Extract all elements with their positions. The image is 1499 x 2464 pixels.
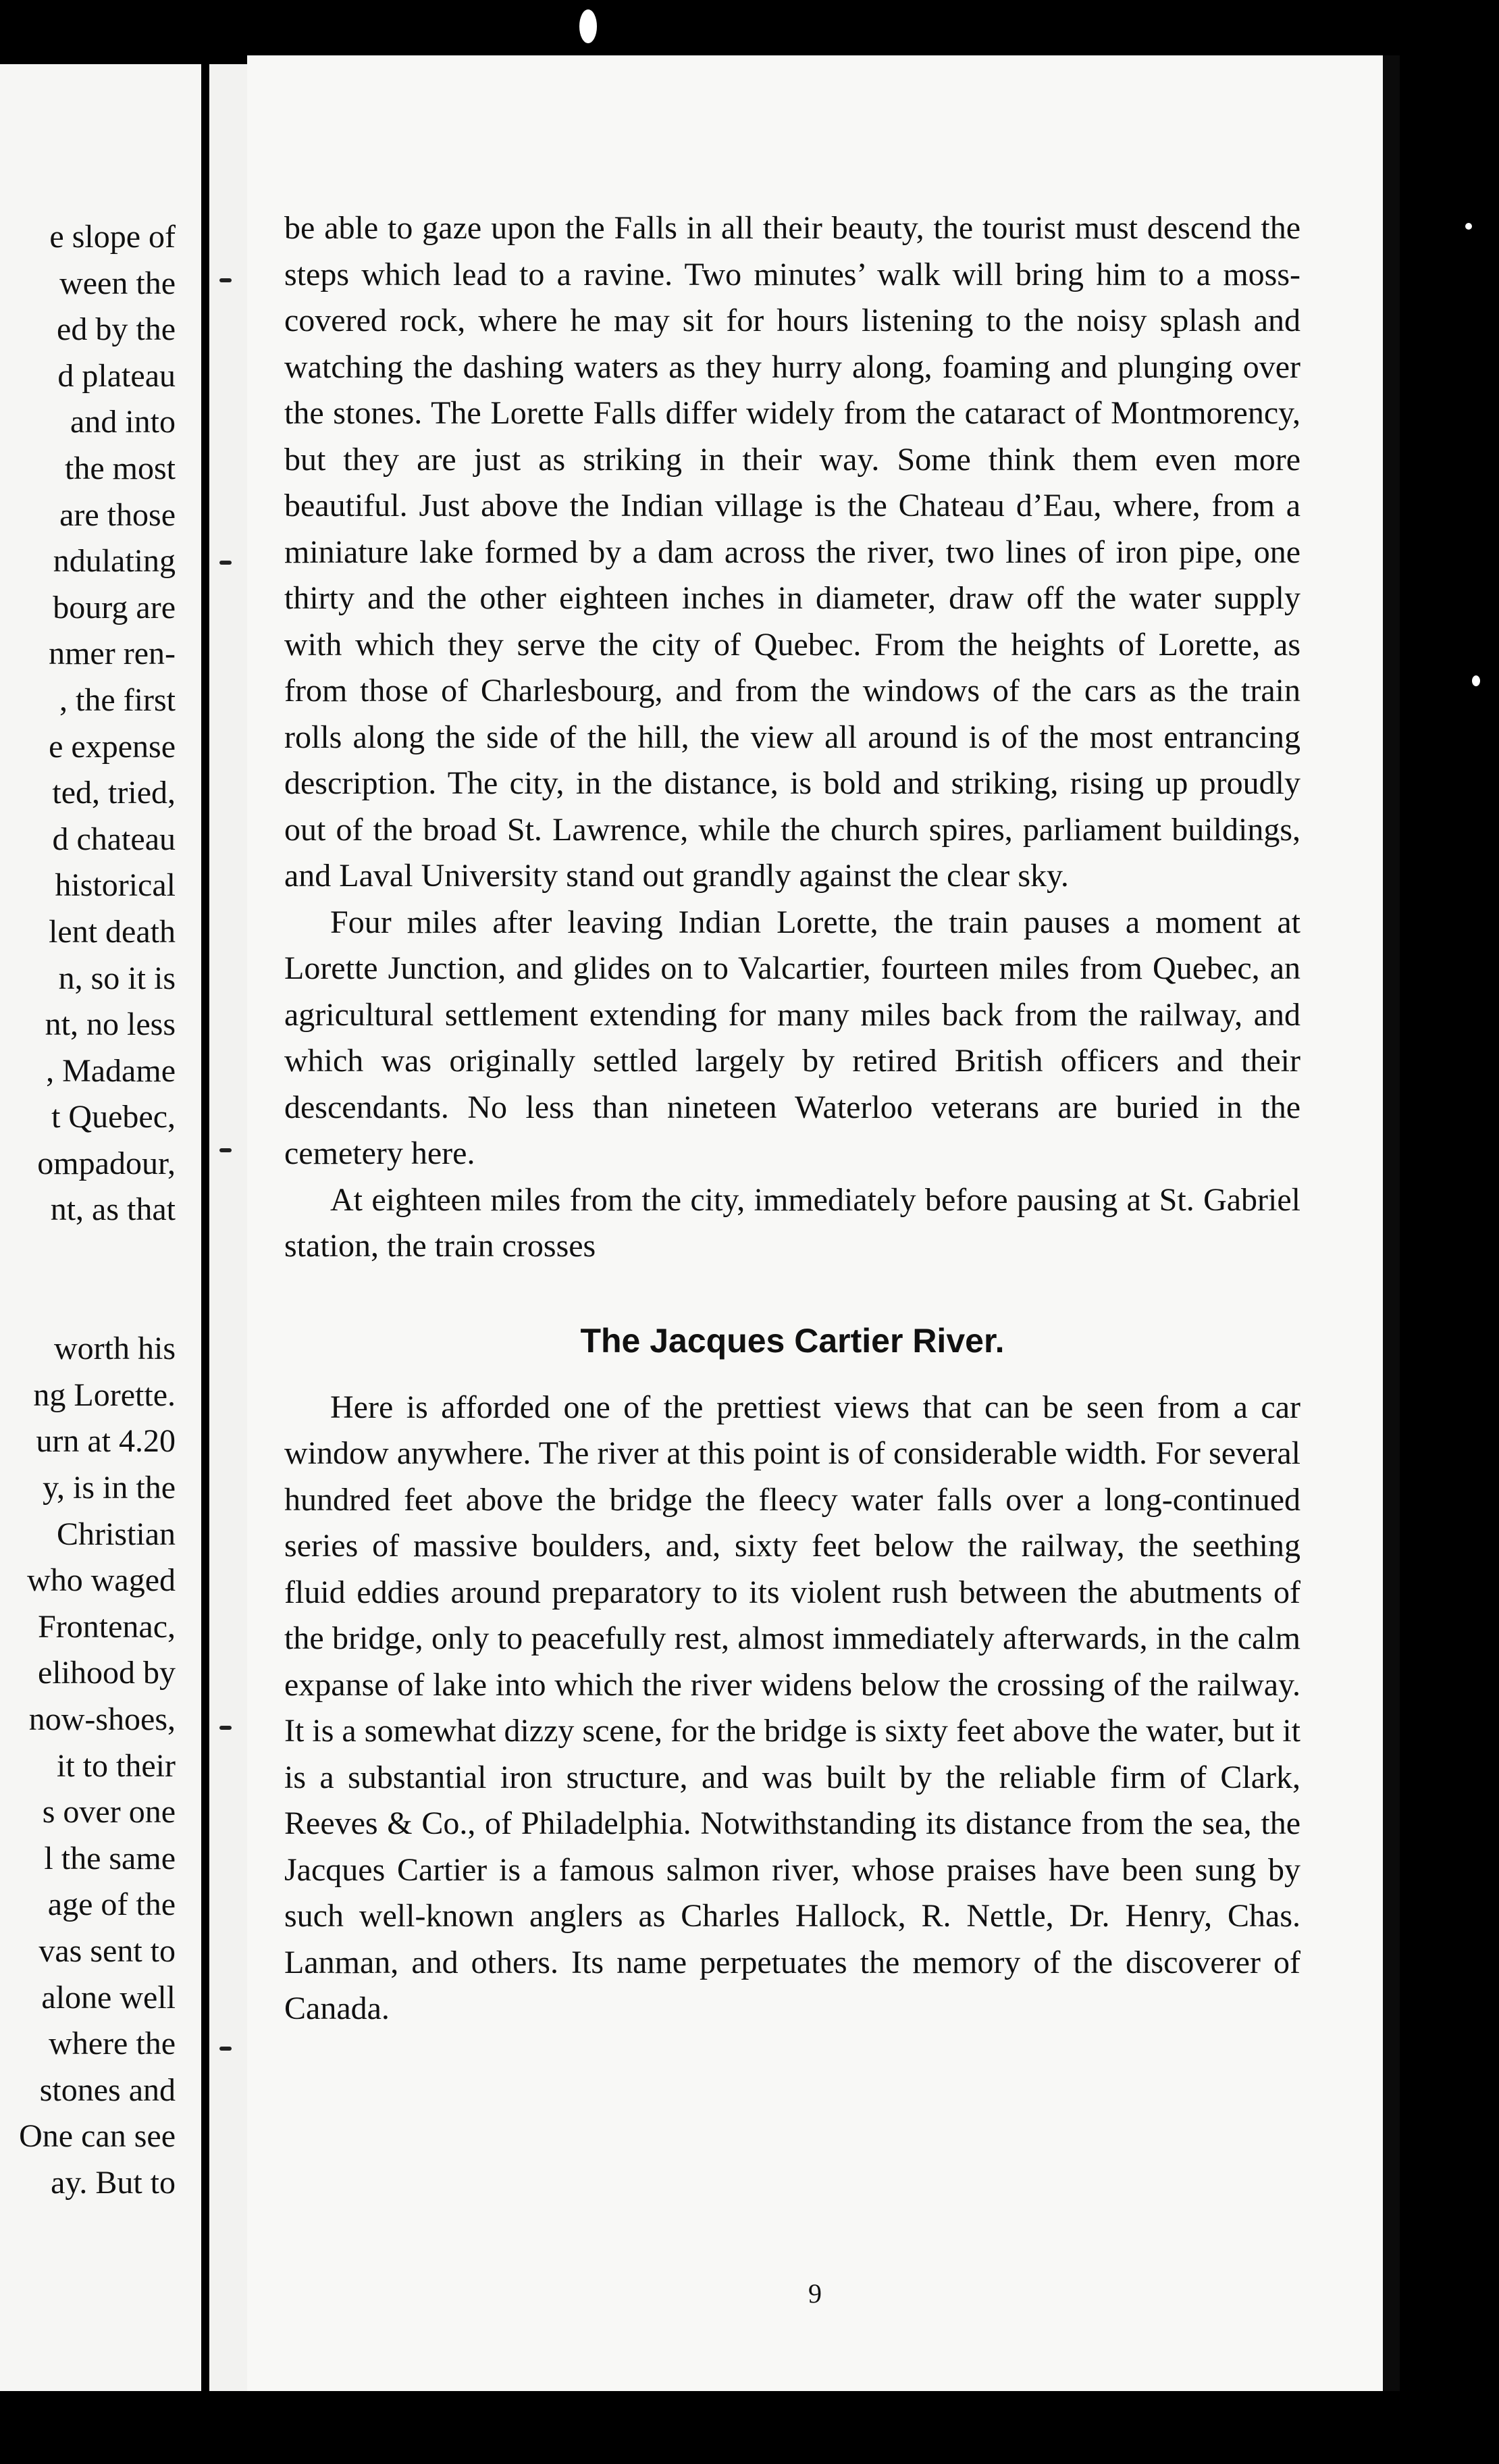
- facing-page-line: d chateau: [52, 821, 176, 857]
- facing-page-line: urn at 4.20: [36, 1423, 176, 1460]
- facing-page-line: and into: [70, 404, 176, 440]
- facing-page-line: , Madame: [46, 1052, 176, 1089]
- facing-page-line: ay. But to: [51, 2164, 176, 2201]
- paragraph-falls: be able to gaze upon the Falls in all their beauty, the tourist must descend the steps which lead to a ravine. Two minutes’ walk will bring him to a moss-covered rock, where he may sit for hours listening to the noisy splash and watching the dashing waters as they hurry along, foaming and plunging over the stones. The Lorette Falls differ widely from the cataract of Montmorency, but they are just as striking in their way. Some think them even more beautiful. Just above the Indian village is the Chateau d’Eau, where, from a miniature lake formed by a dam across the river, two lines of iron pipe, one thirty and the other eighteen inches in diameter, draw off the water supply with which they serve the city of Quebec. From the heights of Lorette, as from those of Charlesbourg, and from the windows of the cars as the train rolls along the side of the hill, the view all around is of the most entrancing description. The city, in the distance, is bold and striking, rising up proudly out of the broad St. Lawrence, while the church spires, parliament buildings, and Laval University stand out grandly against the clear sky.: [284, 210, 1300, 894]
- facing-page-line: [19, 1280, 176, 1327]
- page-edge-shadow: [1383, 55, 1400, 2391]
- paragraph-jacques-cartier: Here is afforded one of the prettiest views that can be seen from a car window anywhere. The river at this point is of considerable width. For several hundred feet above the bridge the fleecy water falls over a long-continued series of massive boulders, and, sixty feet below the railway, the seething fluid eddies around preparatory to its violent rush between the abutments of the bridge, only to peacefully rest, almost immediately afterwards, in the calm expanse of lake into which the river widens below the crossing of the railway. It is a somewhat dizzy scene, for the bridge is sixty feet above the water, but it is a substantial iron structure, and was built by the reliable firm of Clark, Reeves & Co., of Philadelphia. Notwithstanding its distance from the sea, the Jacques Cartier is a famous salmon river, whose praises have been sung by such well-known anglers as Charles Hallock, R. Nettle, Dr. Henry, Chas. Lanman, and others. Its name perpetuates the memory of the discoverer of Canada.: [284, 1389, 1300, 2026]
- binding-thread: [219, 561, 232, 565]
- facing-page-line: where the: [49, 2026, 176, 2062]
- facing-page-line: Frontenac,: [38, 1608, 176, 1645]
- facing-page-line: are those: [59, 496, 176, 533]
- section-heading: The Jacques Cartier River.: [580, 1321, 1005, 1360]
- facing-page-line: ndulating: [53, 543, 176, 580]
- facing-page-line: s over one: [42, 1794, 176, 1830]
- binding-gutter: [209, 64, 247, 2391]
- facing-page-line: vas sent to: [38, 1932, 176, 1969]
- facing-page-line: it to their: [57, 1747, 176, 1784]
- facing-page-line: age of the: [47, 1886, 176, 1923]
- facing-page-line: stones and: [39, 2072, 176, 2108]
- page-body: [284, 205, 1300, 2032]
- facing-page-line: e slope of: [49, 219, 176, 255]
- facing-page-line: ween the: [59, 265, 176, 301]
- facing-page-line: nt, as that: [50, 1191, 176, 1228]
- binding-thread: [219, 2047, 232, 2051]
- scan-speck: [1465, 223, 1472, 230]
- facing-page-line: Christian: [57, 1516, 176, 1552]
- facing-page-line: nt, no less: [45, 1006, 176, 1043]
- facing-page-line: ted, tried,: [52, 775, 176, 811]
- facing-page-line: l the same: [44, 1840, 176, 1876]
- page-9: [247, 55, 1383, 2391]
- facing-page-fragment: [0, 64, 203, 2391]
- facing-page-line: ng Lorette.: [33, 1377, 176, 1413]
- facing-page-line: d plateau: [57, 357, 176, 394]
- book-spine: [201, 64, 209, 2391]
- facing-page-line: worth his: [54, 1331, 176, 1367]
- facing-page-line: nmer ren-: [49, 636, 176, 672]
- facing-page-line: alone well: [41, 1979, 176, 2016]
- scan-speck: [1472, 675, 1480, 686]
- facing-page-line: elihood by: [38, 1655, 176, 1691]
- binding-thread: [219, 278, 232, 282]
- facing-page-line: now-shoes,: [28, 1701, 176, 1737]
- facing-page-line: One can see: [19, 2118, 176, 2155]
- binding-thread: [219, 1148, 232, 1152]
- facing-page-line: ompadour,: [37, 1145, 176, 1181]
- facing-page-line: historical: [55, 867, 176, 904]
- page-number: 9: [808, 2278, 822, 2309]
- scan-speck: [579, 9, 597, 43]
- facing-page-line: e expense: [49, 728, 176, 765]
- binding-thread: [219, 1726, 232, 1730]
- facing-page-line: who waged: [27, 1562, 176, 1599]
- facing-page-text: [19, 214, 176, 2207]
- facing-page-line: n, so it is: [58, 960, 176, 996]
- paragraph-valcartier: Four miles after leaving Indian Lorette, the train pauses a moment at Lorette Junction, and glides on to Valcartier, fourteen miles from Quebec, an agricultural settlement extending for many miles back from the railway, and which was originally settled largely by retired British officers and their descendants. No less than nineteen Waterloo veterans are buried in the cemetery here.: [284, 904, 1300, 1171]
- facing-page-line: ed by the: [57, 311, 176, 348]
- facing-page-line: the most: [65, 450, 176, 486]
- facing-page-line: lent death: [49, 913, 176, 950]
- facing-page-line: [19, 1233, 176, 1280]
- facing-page-line: y, is in the: [43, 1470, 176, 1506]
- facing-page-line: , the first: [59, 682, 176, 718]
- paragraph-st-gabriel: At eighteen miles from the city, immediately before pausing at St. Gabriel station, the train crosses: [284, 1181, 1300, 1264]
- facing-page-line: t Quebec,: [51, 1099, 176, 1135]
- facing-page-line: bourg are: [53, 589, 176, 625]
